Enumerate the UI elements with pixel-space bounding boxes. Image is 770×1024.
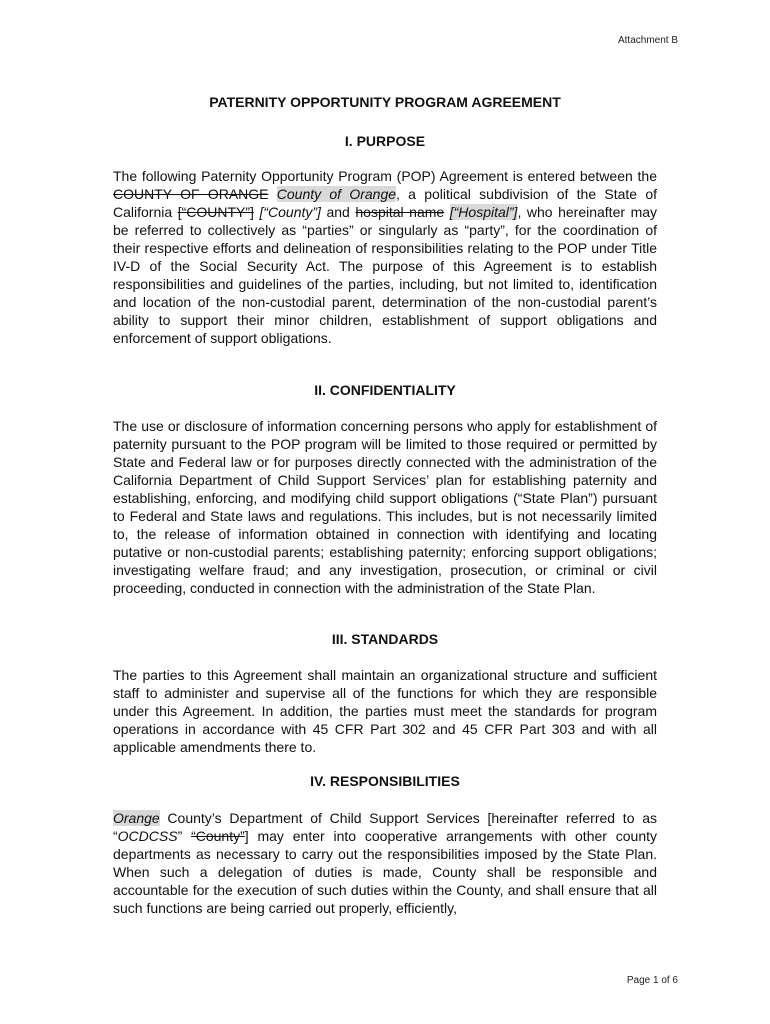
inserted-text: [“Hospital”] (449, 204, 518, 220)
responsibilities-text-2: ” (177, 828, 192, 844)
page-number: Page 1 of 6 (626, 975, 678, 986)
section-heading-responsibilities: IV. RESPONSIBILITIES (310, 773, 460, 789)
purpose-paragraph (113, 167, 657, 347)
confidentiality-paragraph: The use or disclosure of information concerning persons who apply for establishment of paternity pursuant to the POP program will be limited to those required or permitted by State and Federal law or for purposes directly connected with the administration of the California Department of Child Support Services’ plan for establishing paternity and establishing, enforcing, and modifying child support obligations (“State Plan”) pursuant to Federal and State laws and regulations. This includes, but is not necessarily limited to, the release of information obtained in connection with identifying and locating putative or non-custodial parents; establishing paternity; enforcing support obligations; investigating welfare fraud; and any investigation, prosecution, or criminal or civil proceeding, conducted in connection with the administration of the State Plan. (113, 418, 657, 596)
responsibilities-text-1: County’s Department of Child Support Services [hereinafter referred to as “ (113, 810, 657, 844)
deleted-text: [“COUNTY”] (177, 204, 254, 220)
section-heading-confidentiality: II. CONFIDENTIALITY (314, 382, 456, 398)
responsibilities-text-3: ] may enter into cooperative arrangements with other county departments as necessary to carry out the responsibilities imposed by the State Plan. When such a delegation of duties is made, County shall be responsible and accountable for the execution of such duties within the County, and shall ensure that all such functions are being carried out properly, efficiently, (113, 828, 658, 916)
document-title: PATERNITY OPPORTUNITY PROGRAM AGREEMENT (209, 94, 561, 110)
inserted-text: [“County”] (259, 204, 321, 220)
deleted-text: “County” (191, 828, 245, 844)
inserted-text: OCDCSS (117, 828, 178, 844)
purpose-text-2: , a political subdivision of the State of California (113, 186, 657, 220)
attachment-label: Attachment B (617, 35, 678, 46)
responsibilities-paragraph (113, 809, 657, 917)
standards-paragraph: The parties to this Agreement shall maintain an organizational structure and sufficient staff to administer and supervise all of the functions for which they are responsible under this Agreement. In addition, the parties must meet the standards for program operations in accordance with 45 CFR Part 302 and 45 CFR Part 303 and with all applicable amendments there to. (113, 667, 657, 755)
section-heading-purpose: I. PURPOSE (344, 133, 426, 149)
inserted-text: Orange (113, 810, 160, 826)
purpose-text-3: and (320, 204, 356, 220)
deleted-text: COUNTY OF ORANGE (113, 186, 269, 202)
purpose-text-1: The following Paternity Opportunity Program (POP) Agreement is entered between the (113, 168, 657, 184)
deleted-text: hospital name (355, 204, 445, 220)
purpose-text-4: , who hereinafter may be referred to collectively as “parties” or singularly as “party”, for the coordination of their respective efforts and delineation of responsibilities relating to the POP under Title IV-D of the Social Security Act. The purpose of this Agreement is to establish responsibilities and guidelines of the parties, including, but not limited to, identification and location of the non-custodial parent, determination of the non-custodial parent’s ability to support their minor children, establishment of support obligations and enforcement of support obligations. (113, 204, 658, 346)
inserted-text: County of Orange (276, 186, 397, 202)
section-heading-standards: III. STANDARDS (331, 631, 439, 647)
